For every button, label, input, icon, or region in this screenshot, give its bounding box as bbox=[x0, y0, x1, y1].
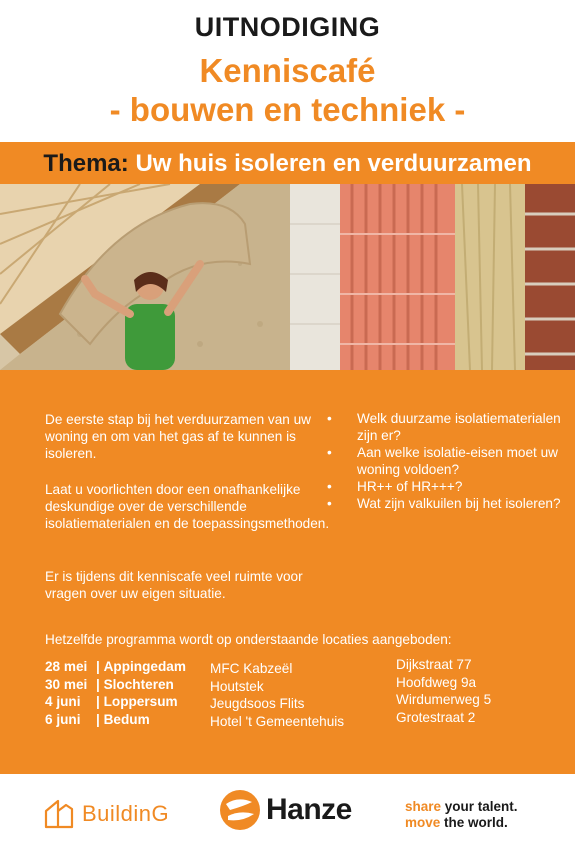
location-place: | Bedum bbox=[96, 711, 150, 727]
location-place: | Slochteren bbox=[96, 676, 174, 692]
hanze-logo-icon bbox=[218, 788, 262, 832]
separator: | bbox=[96, 711, 104, 727]
locations-intro: Hetzelfde programma wordt op onderstaande locaties aangeboden: bbox=[45, 632, 452, 647]
theme-text: Uw huis isoleren en verduurzamen bbox=[135, 150, 532, 177]
location-address: Hoofdweg 9a bbox=[396, 674, 477, 690]
questions-list bbox=[327, 410, 562, 512]
hanze-logo bbox=[218, 788, 352, 832]
location-place: | Appingedam bbox=[96, 659, 186, 674]
bullet-icon: • bbox=[327, 479, 332, 494]
separator: | bbox=[96, 694, 104, 709]
main-content bbox=[0, 370, 575, 774]
intro-paragraph-1: De eerste stap bij het verduurzamen van uw woning en om van het gas af te kunnen is isoleren. bbox=[45, 412, 311, 461]
bullet-icon: • bbox=[327, 411, 332, 426]
header bbox=[0, 0, 575, 142]
location-venue: MFC Kabzeël bbox=[210, 661, 293, 676]
theme-heading bbox=[0, 150, 575, 178]
location-dates bbox=[45, 658, 97, 728]
invitation-title: UITNODIGING bbox=[194, 12, 381, 42]
slogan bbox=[405, 799, 518, 831]
location-address: Dijkstraat 77 bbox=[396, 657, 472, 672]
location-venues bbox=[210, 660, 344, 730]
location-venue: Hotel 't Gemeentehuis bbox=[210, 713, 345, 729]
location-date: 4 juni bbox=[45, 694, 81, 709]
building-logo-text: BuildinG bbox=[82, 801, 170, 826]
footer bbox=[0, 774, 575, 850]
separator: | bbox=[96, 676, 104, 692]
question-item: • Aan welke isolatie-eisen moet uw woning voldoen? bbox=[327, 445, 558, 477]
building-logo-icon bbox=[42, 797, 76, 831]
slogan-line-1: share your talent. bbox=[405, 799, 518, 814]
event-subtitle: - bouwen en techniek - bbox=[109, 91, 466, 128]
slogan-line-2: move the world. bbox=[405, 815, 508, 830]
building-logo bbox=[42, 796, 169, 832]
intro-paragraph-2: Laat u voorlichten door een onafhankelijke deskundige over de verschillende isolatiematerialen en de toepassingsmethoden. bbox=[45, 482, 330, 531]
location-address: Wirdumerweg 5 bbox=[396, 692, 492, 707]
question-item: • HR++ of HR+++? bbox=[327, 479, 463, 494]
theme-label: Thema: bbox=[43, 150, 129, 177]
hanze-logo-text: Hanze bbox=[266, 793, 352, 826]
insulation-photo bbox=[0, 184, 575, 370]
location-place: | Loppersum bbox=[96, 694, 178, 709]
event-name: Kenniscafé bbox=[199, 52, 376, 89]
question-item: • Welk duurzame isolatiematerialen zijn er? bbox=[327, 411, 561, 443]
location-addresses bbox=[396, 656, 491, 726]
bullet-icon: • bbox=[327, 445, 332, 460]
separator: | bbox=[96, 659, 104, 674]
theme-banner bbox=[0, 142, 575, 184]
location-venue: Jeugdsoos Flits bbox=[210, 696, 305, 711]
location-date: 30 mei bbox=[45, 676, 88, 692]
bullet-icon: • bbox=[327, 496, 332, 511]
question-item: • Wat zijn valkuilen bij het isoleren? bbox=[327, 496, 561, 511]
location-date: 28 mei bbox=[45, 659, 88, 674]
location-places bbox=[96, 658, 186, 728]
location-date: 6 juni bbox=[45, 711, 81, 727]
intro-paragraph-3: Er is tijdens dit kenniscafe veel ruimte voor vragen over uw eigen situatie. bbox=[45, 569, 303, 601]
location-address: Grotestraat 2 bbox=[396, 709, 476, 725]
location-venue: Houtstek bbox=[210, 678, 264, 694]
